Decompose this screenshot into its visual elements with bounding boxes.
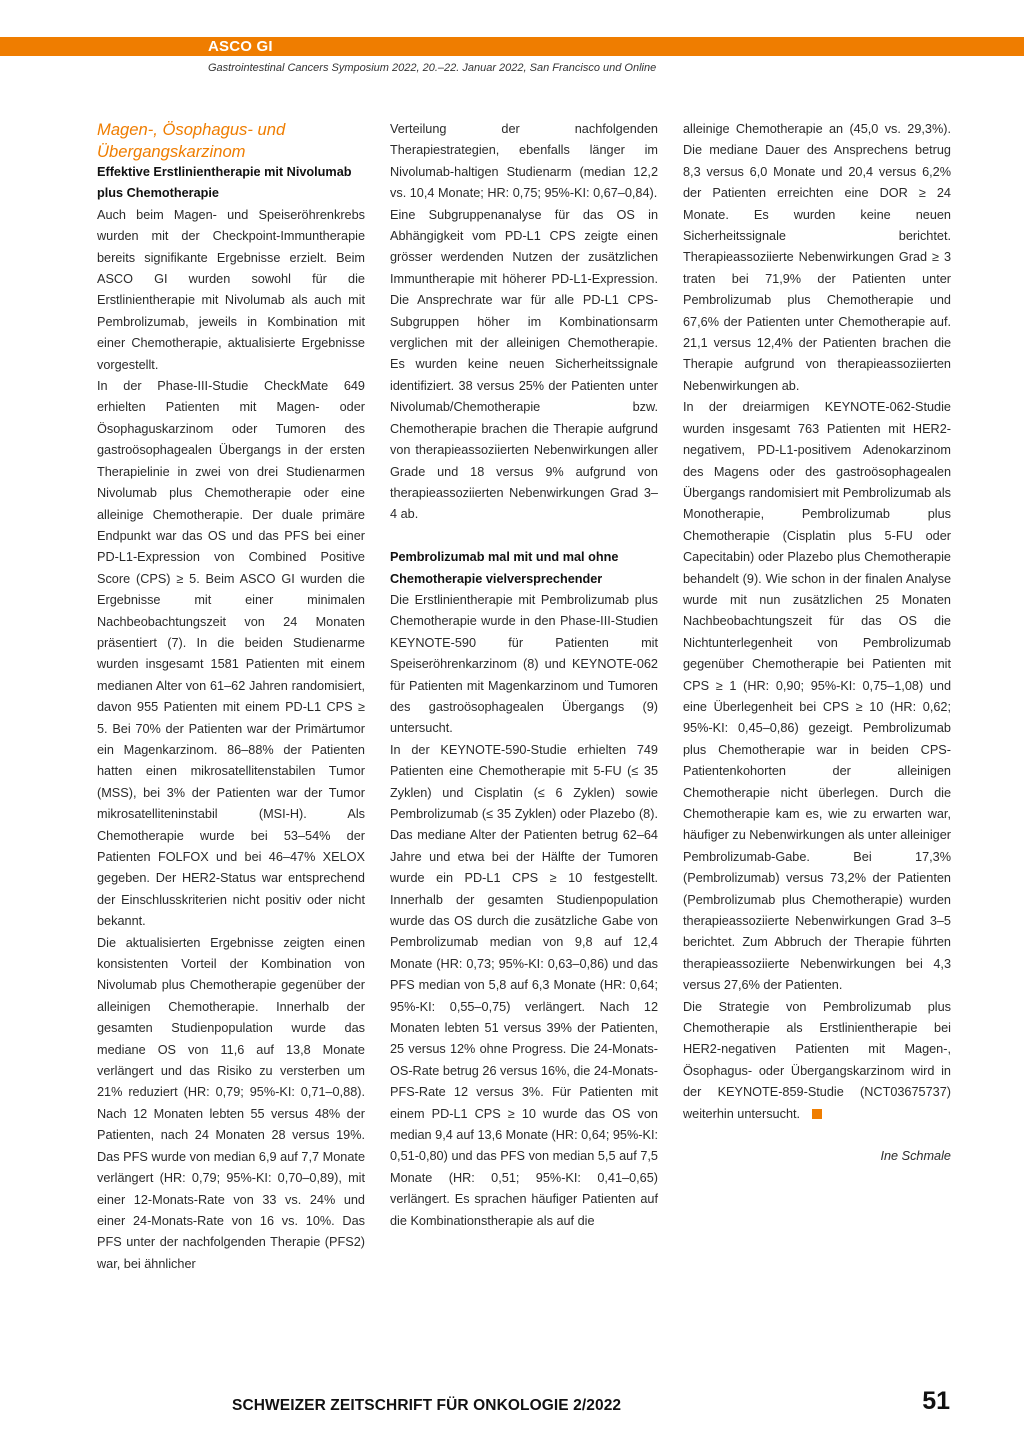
column-1 [97,119,365,1275]
header-bar [0,37,1024,56]
paragraph: alleinige Chemotherapie an (45,0 vs. 29,3%). Die mediane Dauer des Ansprechens betrug 8,3 versus 6,0 Monate und 20,4 versus 6,2% der Patienten erreichten eine DOR ≥ 24 Monate. Es wurden keine neuen Sicherheitssignale berichtet. Therapieassoziierte Nebenwirkungen Grad ≥ 3 traten bei 71,9% der Patienten unter Pembrolizumab plus Chemotherapie und 67,6% der Patienten unter Chemotherapie auf. 21,1 versus 12,4% der Patienten brachen die Therapie aufgrund von therapieassoziierten Nebenwirkungen ab. [683,122,951,393]
paragraph: Die Erstlinientherapie mit Pembrolizumab plus Chemotherapie wurde in den Phase-III-Studien KEYNOTE-590 für Patienten mit Speiseröhrenkarzinom (8) und KEYNOTE-062 für Patienten mit Magenkarzinom und Tumoren des gastroösophagealen Übergangs (9) untersucht. [390,592,658,736]
paragraph: In der dreiarmigen KEYNOTE-062-Studie wurden insgesamt 763 Patienten mit HER2-negativem, PD-L1-positivem Adenokarzinom des Magens oder des gastroösophagealen Übergangs randomisiert mit Pembrolizumab als Monotherapie, Pembrolizumab plus Chemotherapie (Cisplatin plus 5-FU oder Capecitabin) oder Plazebo plus Chemotherapie behandelt (9). Wie schon in der finalen Analyse wurde mit nun zusätzlichen 25 Monaten Nachbeobachtungszeit für das OS die Nichtunterlegenheit von Pembrolizumab gegenüber Chemotherapie bei Patienten mit CPS ≥ 1 (HR: 0,90; 95%-KI: 0,75–1,08) und eine Überlegenheit bei CPS ≥ 10 (HR: 0,62; 95%-KI: 0,45–0,86) gezeigt. Pembrolizumab plus Chemotherapie war in beiden CPS-Patientenkohorten der alleinigen Chemotherapie nicht überlegen. Durch die Chemotherapie kam es, wie zu erwarten war, häufiger zu Nebenwirkungen als unter alleiniger Pembrolizumab-Gabe. Bei 17,3% (Pembrolizumab) versus 73,2% der Patienten (Pembrolizumab plus Chemotherapie) wurden therapieassoziierte Nebenwirkungen Grad 3–5 berichtet. Zum Abbruch der Therapie führten therapieassoziierte Nebenwirkungen bei 4,3 versus 27,6% der Patienten. [683,400,952,993]
journal-title: SCHWEIZER ZEITSCHRIFT FÜR ONKOLOGIE 2/2022 [232,1397,622,1414]
paragraph: Verteilung der nachfolgenden Therapiestrategien, ebenfalls länger im Nivolumab-haltigen Studienarm (median 12,2 vs. 10,4 Monate; HR: 0,75; 95%-KI: 0,67–0,84). [390,122,658,201]
column-3 [683,119,951,1168]
end-mark-icon [812,1109,822,1119]
section-label: ASCO GI [208,38,273,55]
subheading-nivolumab: Effektive Erstlinientherapie mit Nivolumab plus Chemotherapie [97,165,352,201]
paragraph: Eine Subgruppenanalyse für das OS in Abhängigkeit vom PD-L1 CPS zeigte einen grösser werdenden Nutzen der zusätzlichen Immuntherapie mit höherer PD-L1-Expression. Die Ansprechrate war für alle PD-L1 CPS-Subgruppen höher im Kombinationsarm verglichen mit der alleinigen Chemotherapie. Es wurden keine neuen Sicherheitssignale identifiziert. 38 versus 25% der Patienten unter Nivolumab/Chemotherapie bzw. Chemotherapie brachen die Therapie aufgrund von therapieassoziierten Nebenwirkungen aller Grade und 18 versus 9% aufgrund von therapieassoziierten Nebenwirkungen Grad 3–4 ab. [390,207,658,522]
section-heading: Magen-, Ösophagus- und Übergangskarzinom [97,120,286,161]
author-name: Ine Schmale [880,1149,951,1164]
paragraph: In der KEYNOTE-590-Studie erhielten 749 Patienten eine Chemotherapie mit 5-FU (≤ 35 Zyklen) und Cisplatin (≤ 6 Zyklen) sowie Pembrolizumab (≤ 35 Zyklen) oder Plazebo (8). Das mediane Alter der Patienten betrug 62–64 Jahre und etwa bei der Hälfte der Tumoren wurde ein PD-L1 CPS ≥ 10 festgestellt. Innerhalb der gesamten Studienpopulation wurde das OS durch die zusätzliche Gabe von Pembrolizumab median von 9,8 auf 12,4 Monate (HR: 0,73; 95%-KI: 0,63–0,86) und das PFS median von 5,8 auf 6,3 Monate (HR: 0,64; 95%-KI: 0,55–0,75) verlängert. Nach 12 Monaten lebten 51 versus 39% der Patienten, 25 versus 12% ohne Progress. Die 24-Monats-OS-Rate betrug 26 versus 16%, die 24-Monats-PFS-Rate 12 versus 3%. Für Patienten mit einem PD-L1 CPS ≥ 10 wurde das OS von median 9,4 auf 13,6 Monate (HR: 0,64; 95%-KI: 0,51-0,80) und das PFS von median 5,5 auf 7,5 Monate (HR: 0,51; 95%-KI: 0,41–0,65) verlängert. Es sprachen häufiger Patienten auf die Kombinationstherapie als auf die [390,742,658,1228]
paragraph: In der Phase-III-Studie CheckMate 649 erhielten Patienten mit Magen- oder Ösophaguskarzinom oder Tumoren des gastroösophagealen Übergangs in der ersten Therapielinie in zwei von drei Studienarmen Nivolumab plus Chemotherapie oder eine alleinige Chemotherapie. Der duale primäre Endpunkt war das OS und das PFS bei einer PD-L1-Expression von Combined Positive Score (CPS) ≥ 5. Beim ASCO GI wurden die Ergebnisse mit einer minimalen Nachbeobachtungszeit von 24 Monaten präsentiert (7). In die beiden Studienarme wurden insgesamt 1581 Patienten mit einem medianen Alter von 61–62 Jahren randomisiert, davon 955 Patienten mit einem PD-L1 CPS ≥ 5. Bei 70% der Patienten war der Primärtumor ein Magenkarzinom. 86–88% der Patienten hatten einen mikrosatellitenstabilen Tumor (MSS), bei 3% der Patienten war der Tumor mikrosatelliteninstabil (MSI-H). Als Chemotherapie wurde bei 53–54% der Patienten FOLFOX und bei 46–47% XELOX gegeben. Der HER2-Status war entsprechend der Einschlusskriterien nicht positiv oder nicht bekannt. [97,379,365,929]
paragraph: Die aktualisierten Ergebnisse zeigten einen konsistenten Vorteil der Kombination von Nivolumab plus Chemotherapie gegenüber der alleinigen Chemotherapie. Innerhalb der gesamten Studienpopulation wurde das mediane OS von 11,6 auf 13,8 Monate verlängert und das Risiko zu versterben um 21% reduziert (HR: 0,79; 95%-KI: 0,71–0,88). Nach 12 Monaten lebten 55 versus 48% der Patienten, nach 24 Monaten 28 versus 19%. Das PFS wurde von median 6,9 auf 7,7 Monate verlängert (HR: 0,79; 95%-KI: 0,70–0,89), mit einer 12-Monats-Rate von 33 vs. 24% und einer 24-Monats-Rate von 16 vs. 10%. Das PFS unter der nachfolgenden Therapie (PFS2) war, bei ähnlicher [97,935,365,1271]
subheading-pembrolizumab: Pembrolizumab mal mit und mal ohne Chemotherapie vielversprechender [390,550,619,586]
column-2 [390,119,658,1232]
paragraph-final [683,997,951,1125]
paragraph-text: Die Strategie von Pembrolizumab plus Chemotherapie als Erstlinientherapie bei HER2-negativen Patienten mit Magen-, Ösophagus- oder Übergangskarzinom wird in der KEYNOTE-859-Studie (NCT03675737) weiterhin untersucht. [683,999,951,1121]
page-number: 51 [922,1387,950,1415]
paragraph: Auch beim Magen- und Speiseröhrenkrebs wurden mit der Checkpoint-Immuntherapie bereits signifikante Ergebnisse erzielt. Beim ASCO GI wurden sowohl für die Erstlinientherapie mit Nivolumab als auch mit Pembrolizumab, jeweils in Kombination mit einer Chemotherapie, aktualisierte Ergebnisse vorgestellt. [97,207,365,372]
conference-subtitle: Gastrointestinal Cancers Symposium 2022, 20.–22. Januar 2022, San Francisco und Online [208,62,657,74]
